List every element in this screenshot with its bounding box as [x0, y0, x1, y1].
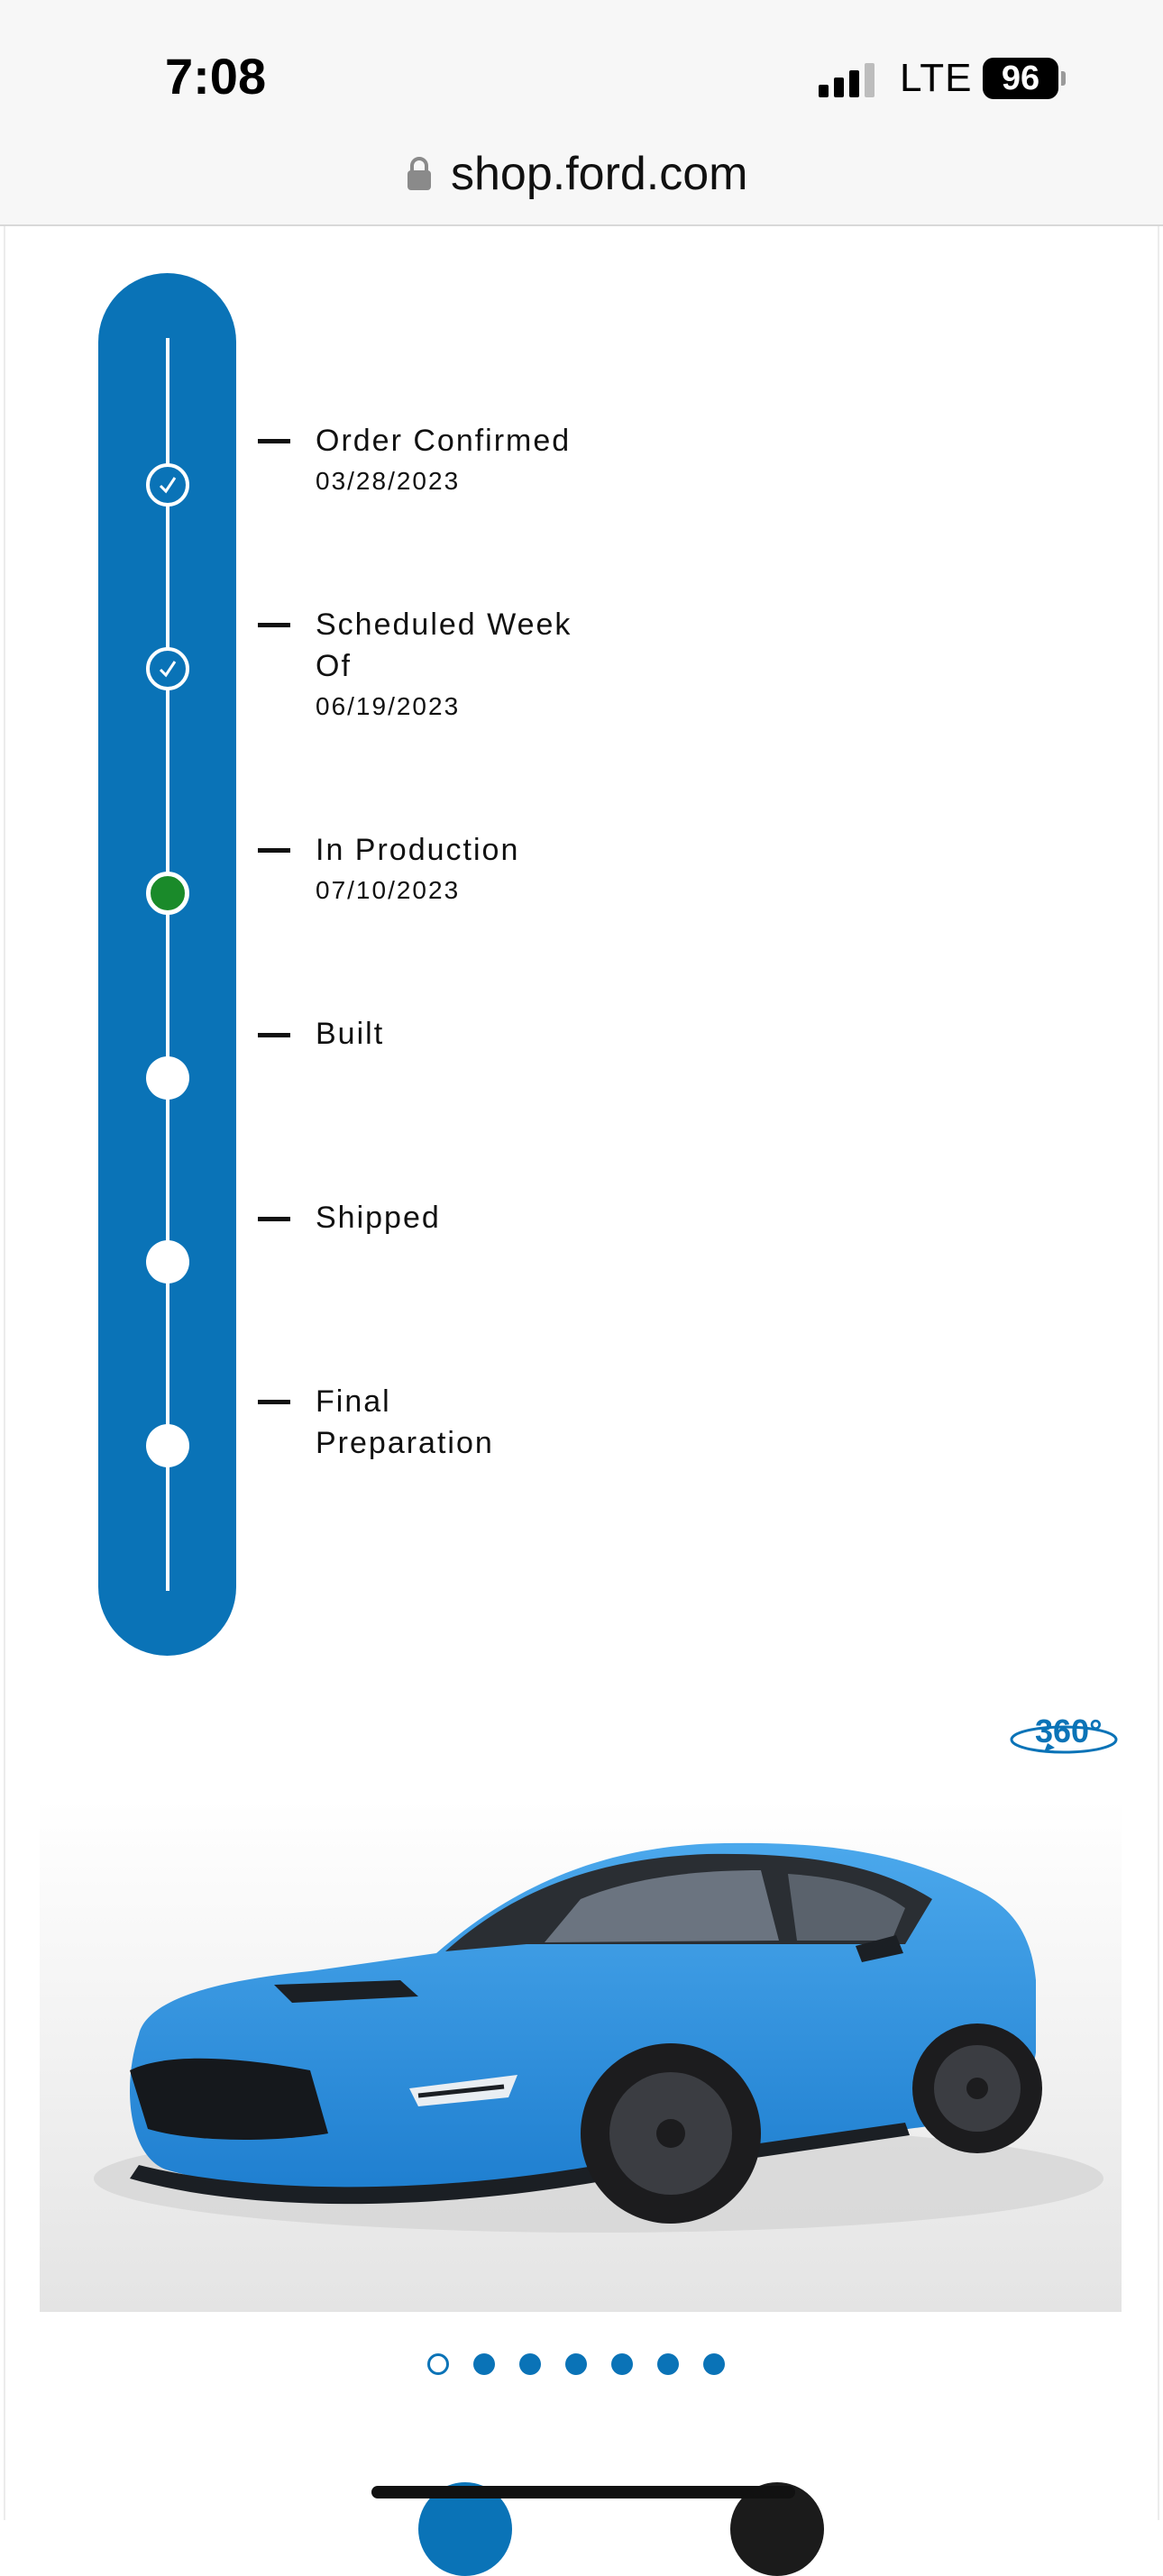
step-date-order-confirmed: 03/28/2023: [316, 467, 461, 495]
step-dash: [258, 848, 290, 853]
address-bar[interactable]: [0, 131, 1163, 226]
network-type: LTE: [900, 56, 973, 100]
check-icon: [155, 656, 180, 681]
view-360-button[interactable]: [1008, 1711, 1122, 1761]
step-node-scheduled-week: [146, 647, 189, 690]
home-indicator[interactable]: [371, 2486, 795, 2498]
step-node-final-preparation: [146, 1424, 189, 1467]
carousel-dot[interactable]: [519, 2353, 541, 2375]
carousel-dot[interactable]: [565, 2353, 587, 2375]
check-icon: [155, 472, 180, 498]
order-progress-line: [166, 338, 169, 1591]
signal-strength-icon: [819, 59, 882, 97]
carousel-dot[interactable]: [703, 2353, 725, 2375]
carousel-pagination: [427, 2353, 725, 2380]
url-text[interactable]: shop.ford.com: [451, 148, 748, 200]
carousel-dot[interactable]: [473, 2353, 495, 2375]
step-node-order-confirmed: [146, 463, 189, 507]
step-node-shipped: [146, 1240, 189, 1283]
carousel-dot[interactable]: [657, 2353, 679, 2375]
status-bar: [0, 0, 1163, 131]
step-node-in-production: [146, 872, 189, 915]
page-edge-right: [1158, 226, 1159, 2520]
step-title-shipped: Shipped: [316, 1201, 441, 1235]
carousel-dot[interactable]: [427, 2353, 449, 2375]
step-title-built: Built: [316, 1017, 385, 1051]
step-dash: [258, 623, 290, 627]
status-time: 7:08: [165, 48, 267, 105]
vehicle-image-viewer[interactable]: [40, 1710, 1122, 2312]
view-360-label: 360°: [1035, 1713, 1103, 1749]
step-dash: [258, 439, 290, 443]
lock-icon: [406, 156, 433, 192]
step-title-order-confirmed: Order Confirmed: [316, 424, 572, 458]
battery-nub: [1061, 71, 1066, 86]
battery-level: 96: [1001, 59, 1040, 97]
step-date-scheduled-week: 06/19/2023: [316, 692, 461, 720]
vehicle-image: [40, 1710, 1122, 2312]
step-dash: [258, 1033, 290, 1037]
step-node-built: [146, 1056, 189, 1100]
battery-icon: [983, 58, 1058, 99]
step-title-final-preparation: Final Preparation: [316, 1384, 494, 1460]
step-title-scheduled-week: Scheduled Week Of: [316, 607, 572, 683]
step-dash: [258, 1217, 290, 1221]
carousel-dot[interactable]: [611, 2353, 633, 2375]
step-dash: [258, 1400, 290, 1404]
step-date-in-production: 07/10/2023: [316, 876, 461, 904]
step-title-in-production: In Production: [316, 833, 520, 867]
page-edge-left: [4, 226, 5, 2520]
